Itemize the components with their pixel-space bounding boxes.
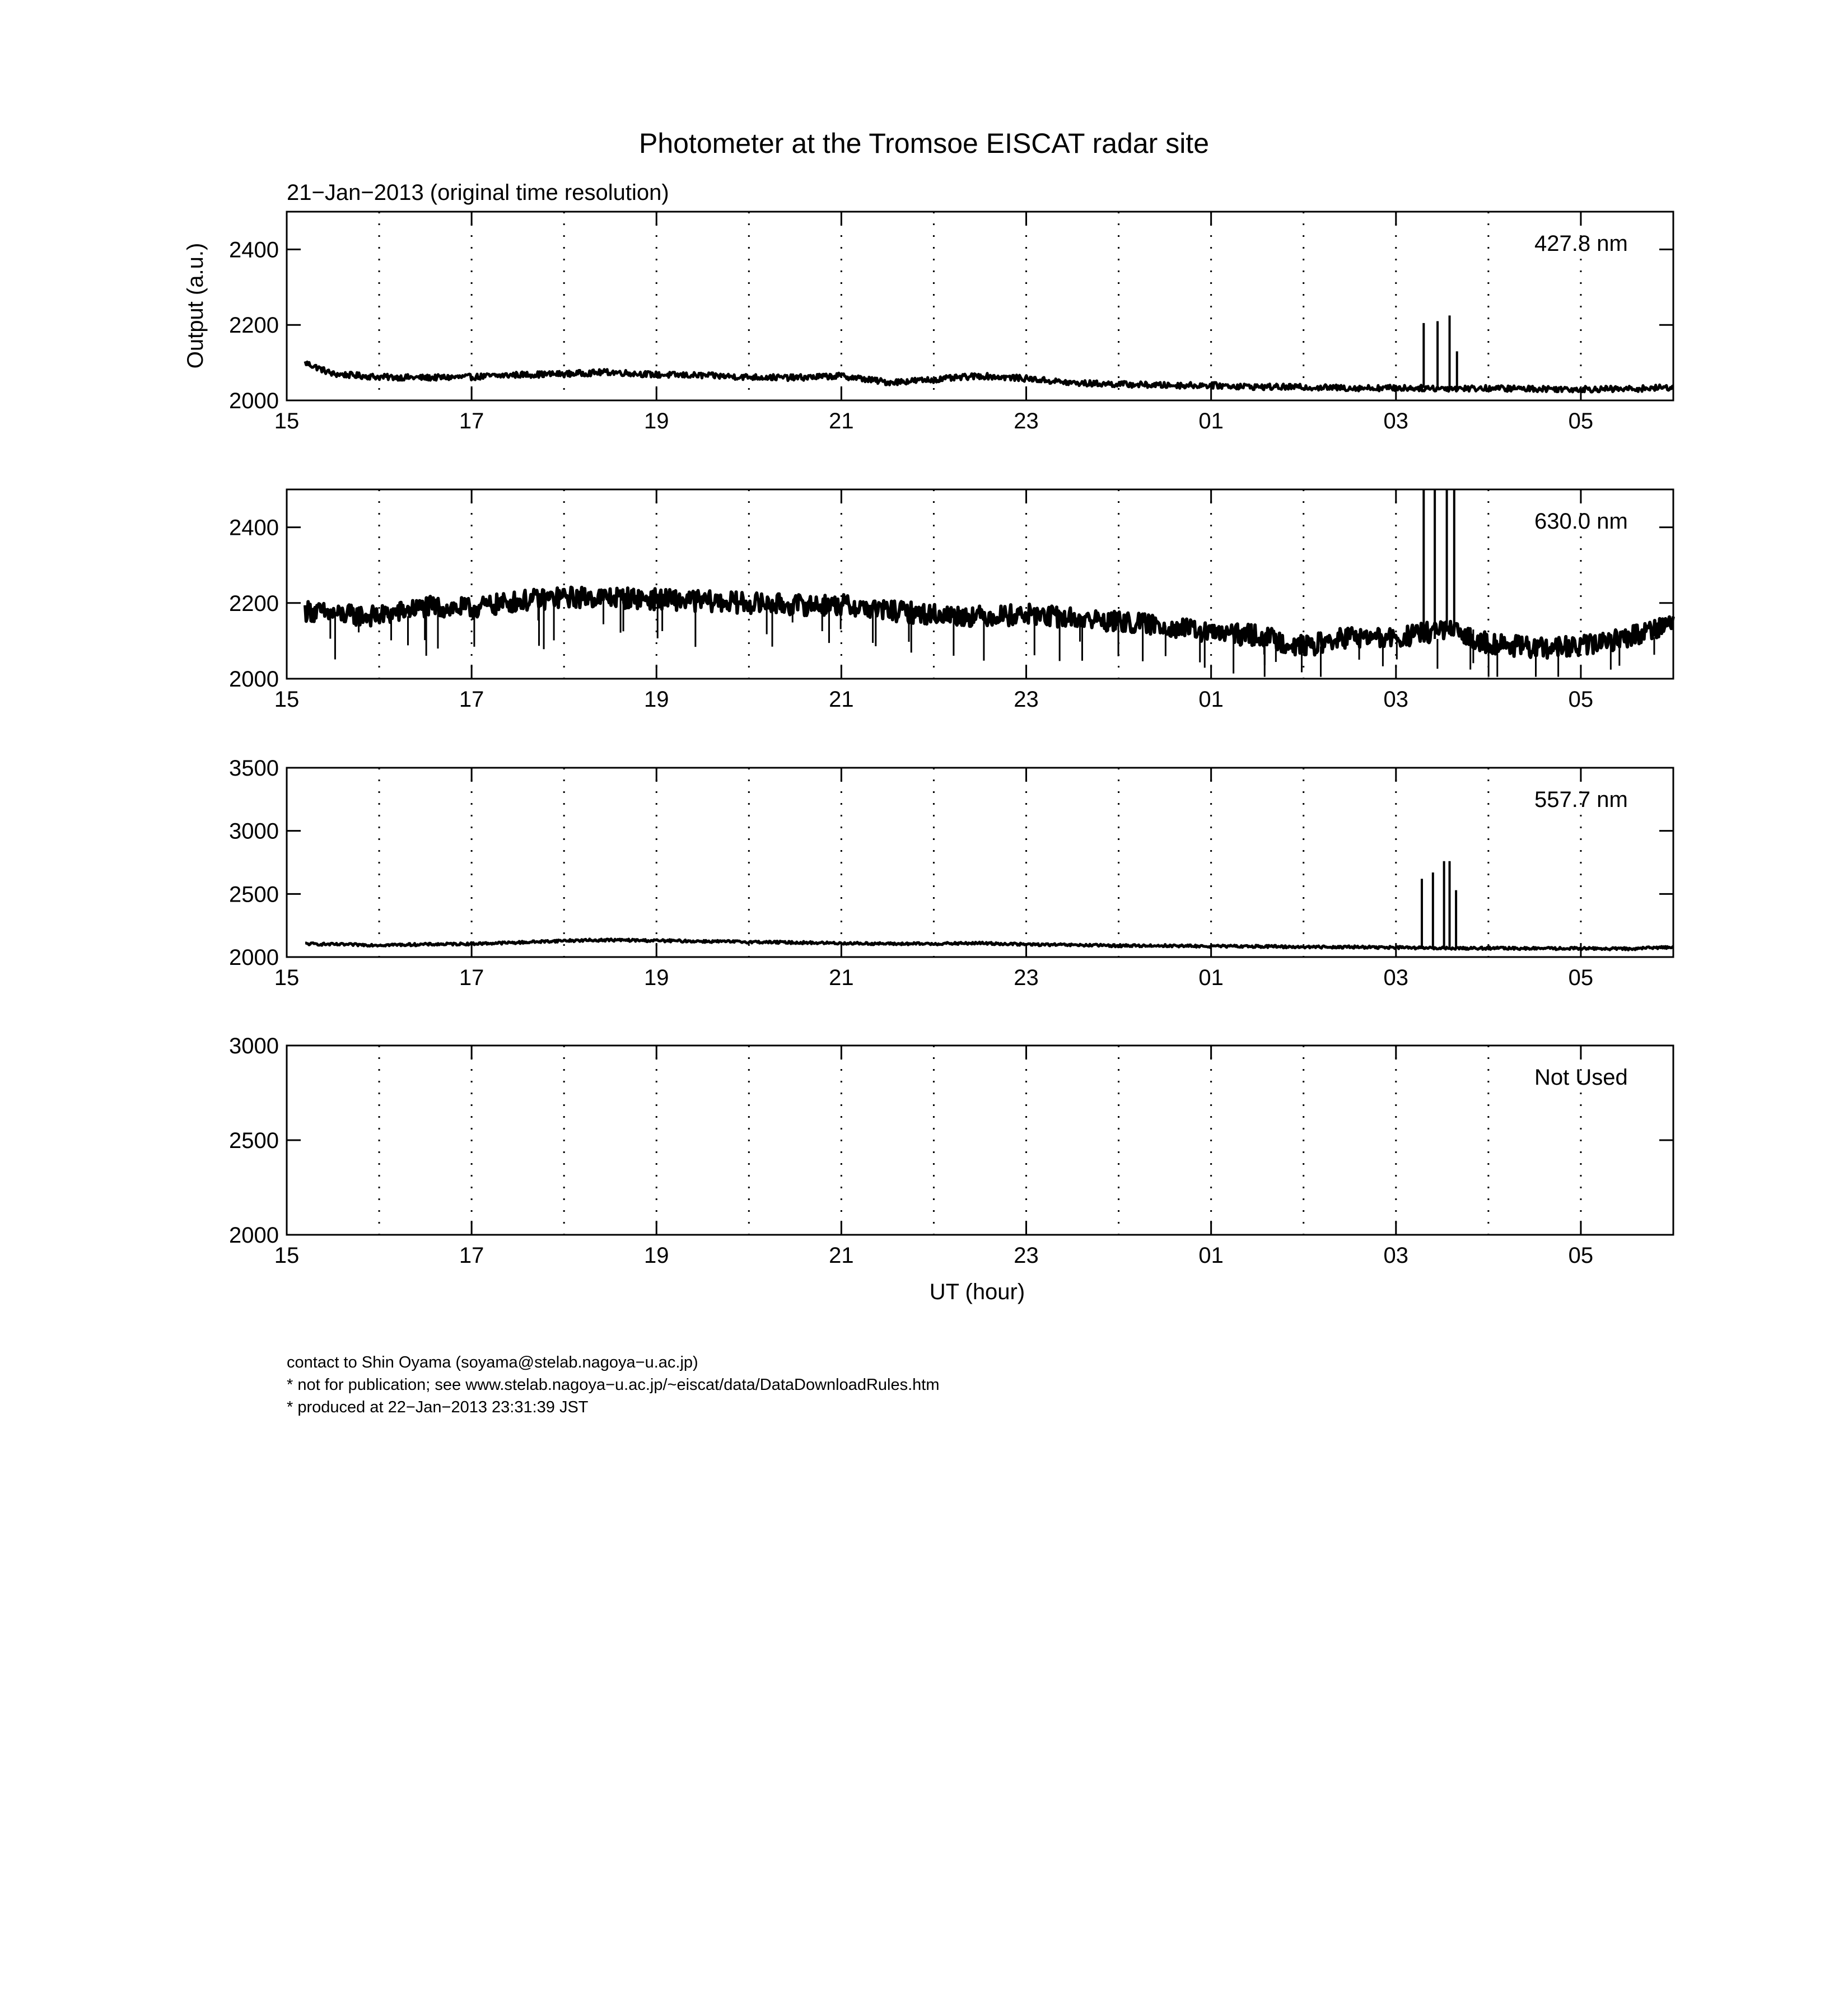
xtick-label-4-3: 21 xyxy=(829,1243,854,1268)
xtick-label-3-4: 23 xyxy=(1014,965,1039,990)
panel-3 xyxy=(229,756,1673,990)
ytick-label-1-0: 2000 xyxy=(229,389,279,413)
xtick-label-4-6: 03 xyxy=(1383,1243,1409,1268)
panel-frame-2 xyxy=(287,489,1673,679)
xtick-label-4-1: 17 xyxy=(459,1243,484,1268)
ytick-label-3-0: 2000 xyxy=(229,945,279,970)
xtick-label-3-7: 05 xyxy=(1568,965,1594,990)
ytick-label-3-2: 3000 xyxy=(229,819,279,844)
x-axis-label: UT (hour) xyxy=(929,1280,1025,1304)
footer-contact: contact to Shin Oyama (soyama@stelab.nagoya−u.ac.jp) xyxy=(287,1354,698,1371)
series-line-1 xyxy=(305,361,1673,392)
ytick-label-2-1: 2200 xyxy=(229,591,279,616)
xtick-label-1-6: 03 xyxy=(1383,409,1409,433)
panel-frame-3 xyxy=(287,768,1673,957)
ytick-label-1-2: 2400 xyxy=(229,237,279,263)
y-axis-label: Output (a.u.) xyxy=(183,242,208,369)
xtick-label-2-3: 21 xyxy=(829,687,854,712)
panel-wavelength-label-4: Not Used xyxy=(1534,1065,1628,1090)
ytick-label-3-3: 3500 xyxy=(229,756,279,781)
xtick-label-4-5: 01 xyxy=(1198,1243,1224,1268)
footer-produced: * produced at 22−Jan−2013 23:31:39 JST xyxy=(287,1398,589,1416)
xtick-label-4-4: 23 xyxy=(1014,1243,1039,1268)
figure-subtitle: 21−Jan−2013 (original time resolution) xyxy=(287,180,669,205)
figure-title: Photometer at the Tromsoe EISCAT radar site xyxy=(638,128,1210,159)
xtick-label-2-7: 05 xyxy=(1568,687,1594,712)
xtick-label-2-4: 23 xyxy=(1014,687,1039,712)
xtick-label-4-0: 15 xyxy=(274,1243,300,1268)
series-line-2 xyxy=(305,587,1673,658)
xtick-label-2-1: 17 xyxy=(459,687,484,712)
ytick-label-2-0: 2000 xyxy=(229,667,279,692)
xtick-label-1-2: 19 xyxy=(644,409,669,433)
ytick-label-4-1: 2500 xyxy=(229,1128,279,1153)
ytick-label-3-1: 2500 xyxy=(229,882,279,907)
xtick-label-3-2: 19 xyxy=(644,965,669,990)
xtick-label-3-1: 17 xyxy=(459,965,484,990)
xtick-label-1-4: 23 xyxy=(1014,409,1039,433)
panel-frame-4 xyxy=(287,1046,1673,1235)
panel-wavelength-label-3: 557.7 nm xyxy=(1534,787,1628,812)
xtick-label-3-6: 03 xyxy=(1383,965,1409,990)
panel-4 xyxy=(229,1034,1673,1268)
xtick-label-3-5: 01 xyxy=(1198,965,1224,990)
ytick-label-2-2: 2400 xyxy=(229,515,279,540)
xtick-label-3-3: 21 xyxy=(829,965,854,990)
ytick-label-4-0: 2000 xyxy=(229,1223,279,1248)
xtick-label-2-0: 15 xyxy=(274,687,300,712)
xtick-label-4-2: 19 xyxy=(644,1243,669,1268)
xtick-label-4-7: 05 xyxy=(1568,1243,1594,1268)
xtick-label-2-6: 03 xyxy=(1383,687,1409,712)
panels-group xyxy=(183,212,1673,1268)
ytick-label-4-2: 3000 xyxy=(229,1034,279,1058)
xtick-label-1-5: 01 xyxy=(1198,409,1224,433)
xtick-label-1-7: 05 xyxy=(1568,409,1594,433)
footer-rules: * not for publication; see www.stelab.nagoya−u.ac.jp/~eiscat/data/DataDownloadRules.htm xyxy=(287,1376,940,1394)
panel-2 xyxy=(229,489,1673,712)
ytick-label-1-1: 2200 xyxy=(229,313,279,338)
series-line-3 xyxy=(305,939,1673,950)
panel-frame-1 xyxy=(287,212,1673,400)
xtick-label-1-0: 15 xyxy=(274,409,300,433)
panel-1 xyxy=(229,212,1673,433)
xtick-label-1-1: 17 xyxy=(459,409,484,433)
panel-wavelength-label-2: 630.0 nm xyxy=(1534,509,1628,534)
xtick-label-1-3: 21 xyxy=(829,409,854,433)
xtick-label-2-2: 19 xyxy=(644,687,669,712)
panel-wavelength-label-1: 427.8 nm xyxy=(1534,231,1628,256)
xtick-label-2-5: 01 xyxy=(1198,687,1224,712)
xtick-label-3-0: 15 xyxy=(274,965,300,990)
